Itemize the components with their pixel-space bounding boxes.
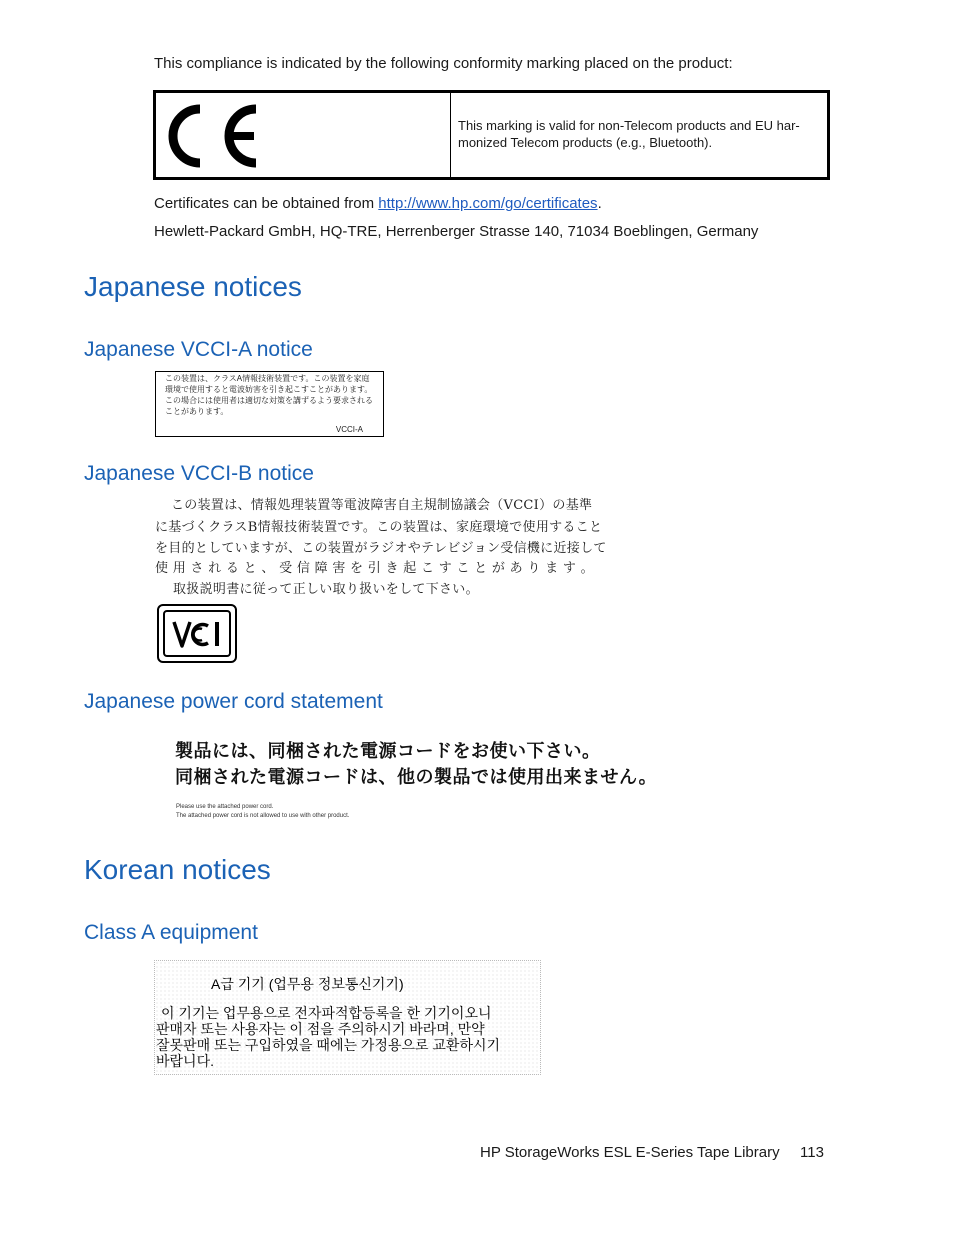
korean-class-a-line: 잘못판매 또는 구입하였을 때에는 가정용으로 교환하시기 — [156, 1037, 501, 1053]
power-cord-heading: Japanese power cord statement — [84, 690, 383, 713]
korean-class-a-line: 판매자 또는 사용자는 이 점을 주의하시기 바라며, 만약 — [156, 1021, 485, 1037]
vcci-b-line: に基づくクラスB情報技術装置です。この装置は、家庭環境で使用すること — [155, 520, 603, 535]
vcci-a-line: ことがあります。 — [165, 407, 229, 416]
certificates-prefix: Certificates can be obtained from — [154, 195, 379, 212]
certificates-paragraph — [154, 194, 602, 214]
page-number: 113 — [800, 1144, 824, 1161]
intro-paragraph: This compliance is indicated by the following conformity marking placed on the product: — [154, 55, 733, 72]
korean-class-a-title: A급 기기 (업무용 정보통신기기) — [211, 976, 404, 992]
korean-class-a-line: 바랍니다. — [156, 1053, 214, 1069]
ce-description-line: This marking is valid for non-Telecom products and EU har- — [458, 118, 800, 133]
vcci-b-line: 取扱説明書に従って正しい取り扱いをして下さい。 — [173, 582, 479, 597]
korean-notices-heading: Korean notices — [84, 854, 271, 885]
vcci-a-line: この装置は、クラスA情報技術装置です。この装置を家庭 — [165, 374, 370, 383]
power-cord-line: 同梱された電源コードは、他の製品では使用出来ません。 — [175, 767, 658, 787]
power-cord-english-line: The attached power cord is not allowed to use with other product. — [176, 813, 350, 819]
certificates-suffix: . — [597, 195, 602, 212]
ce-description-cell — [451, 93, 827, 177]
vcci-a-heading: Japanese VCCI-A notice — [84, 338, 313, 361]
vcci-b-heading: Japanese VCCI-B notice — [84, 462, 314, 485]
ce-description-line: monized Telecom products (e.g., Bluetooth). — [458, 135, 713, 150]
power-cord-english-line: Please use the attached power cord. — [176, 804, 274, 810]
address-paragraph: Hewlett-Packard GmbH, HQ-TRE, Herrenberger Strasse 140, 71034 Boeblingen, Germany — [154, 223, 759, 240]
vcci-a-tag: VCCI-A — [335, 425, 363, 434]
vcci-b-line: 使 用 さ れ る と 、 受 信 障 害 を 引 き 起 こ す こ と が あ り ま す 。 — [155, 561, 594, 576]
korean-class-a-box — [154, 960, 541, 1075]
ce-mark-icon — [164, 101, 260, 171]
class-a-heading: Class A equipment — [84, 921, 258, 944]
vcci-b-line: この装置は、情報処理装置等電波障害自主規制協議会（VCCI）の基準 — [171, 498, 593, 513]
ce-marking-table — [153, 90, 830, 180]
korean-class-a-line: 이 기기는 업무용으로 전자파적합등록을 한 기기이오니 — [161, 1005, 492, 1021]
vcci-a-notice-text — [165, 373, 381, 417]
vcci-a-line: この場合には使用者は適切な対策を講ずるよう要求される — [165, 396, 373, 405]
vcci-logo-icon — [172, 619, 226, 649]
vcci-b-line: を目的としていますが、この装置がラジオやテレビジョン受信機に近接して — [155, 541, 607, 556]
certificates-link[interactable]: http://www.hp.com/go/certificates — [378, 195, 598, 212]
power-cord-line: 製品には、同梱された電源コードをお使い下さい。 — [175, 741, 601, 761]
vcci-a-notice-box — [155, 371, 384, 437]
japanese-notices-heading: Japanese notices — [84, 271, 302, 302]
vcci-logo — [157, 604, 237, 663]
vcci-a-line: 環境で使用すると電波妨害を引き起こすことがあります。 — [165, 385, 373, 394]
ce-mark-cell — [156, 93, 451, 177]
footer-title: HP StorageWorks ESL E-Series Tape Library — [480, 1144, 780, 1161]
